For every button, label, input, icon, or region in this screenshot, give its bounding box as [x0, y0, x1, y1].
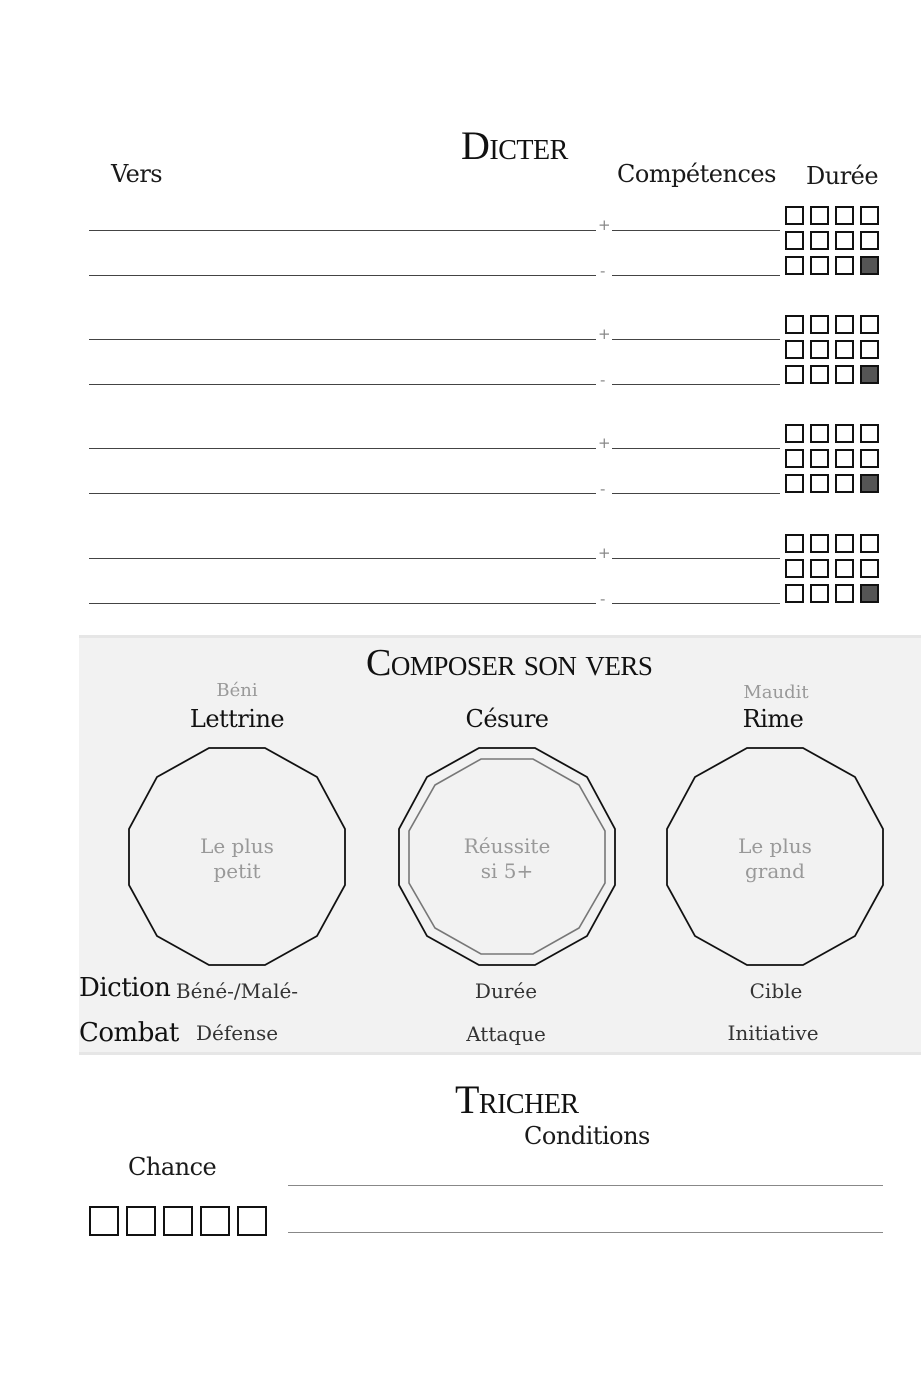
lettrine-inner-text: Le plus petit	[200, 834, 274, 883]
rime-label: Rime	[742, 705, 804, 733]
minus-sign: -	[600, 590, 606, 608]
row-label-diction: Diction	[79, 973, 171, 1003]
condition-line[interactable]	[288, 1232, 883, 1233]
column-header-duree: Durée	[806, 162, 879, 190]
conditions-label: Conditions	[524, 1122, 650, 1150]
section-title-dicter: Dicter	[461, 123, 568, 168]
column-header-vers: Vers	[111, 160, 163, 188]
minus-sign: -	[600, 480, 606, 498]
row-label-combat: Combat	[79, 1018, 179, 1048]
lettrine-above-label: Béni	[216, 680, 258, 701]
column-header-competences: Compétences	[617, 160, 776, 188]
section-title-tricher: Tricher	[455, 1077, 579, 1122]
combat-rime-value: Initiative	[727, 1021, 819, 1045]
section-title-composer: Composer son vers	[366, 642, 653, 684]
chance-checkbox[interactable]	[200, 1206, 230, 1236]
chance-checkbox[interactable]	[237, 1206, 267, 1236]
diction-rime-value: Cible	[749, 979, 803, 1003]
plus-sign: +	[598, 325, 611, 343]
chance-checkbox[interactable]	[163, 1206, 193, 1236]
combat-cesure-value: Attaque	[466, 1022, 546, 1046]
plus-sign: +	[598, 434, 611, 452]
cesure-label: Césure	[465, 705, 549, 733]
minus-sign: -	[600, 371, 606, 389]
plus-sign: +	[598, 544, 611, 562]
minus-sign: -	[600, 262, 606, 280]
chance-checkbox[interactable]	[126, 1206, 156, 1236]
rime-above-label: Maudit	[743, 682, 809, 703]
chance-checkbox[interactable]	[89, 1206, 119, 1236]
rime-inner-text: Le plus grand	[738, 834, 812, 883]
plus-sign: +	[598, 216, 611, 234]
chance-label: Chance	[128, 1153, 217, 1181]
cesure-inner-text: Réussite si 5+	[463, 834, 551, 883]
diction-cesure-value: Durée	[474, 979, 538, 1003]
combat-lettrine-value: Défense	[195, 1021, 279, 1045]
lettrine-label: Lettrine	[189, 705, 285, 733]
diction-lettrine-value: Béné-/Malé-	[175, 979, 299, 1003]
condition-line[interactable]	[288, 1185, 883, 1186]
